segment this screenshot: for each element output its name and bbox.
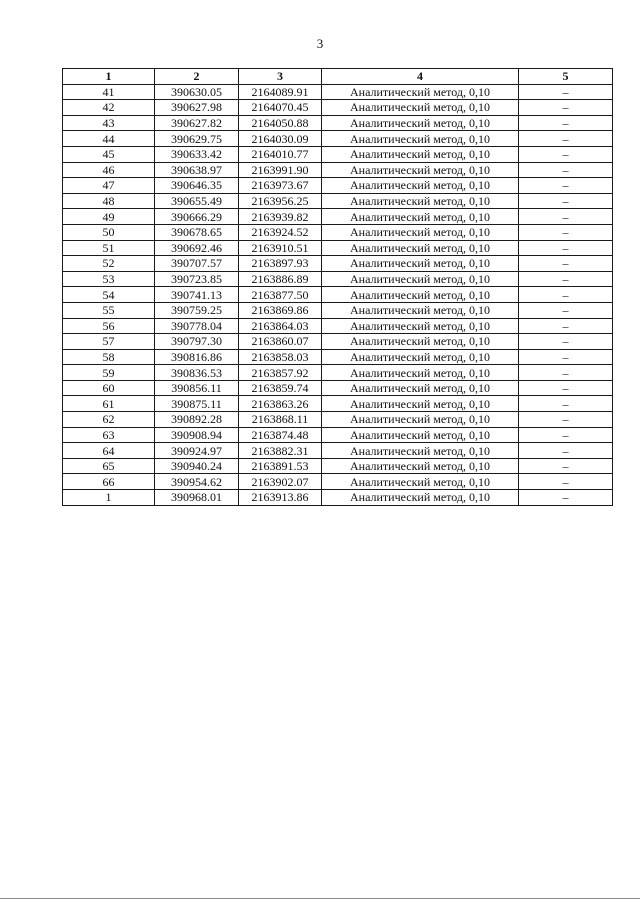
y-coordinate-cell: 2163864.03 bbox=[239, 318, 322, 334]
point-number-cell: 55 bbox=[63, 302, 155, 318]
x-coordinate-cell: 390638.97 bbox=[155, 162, 239, 178]
y-coordinate-cell: 2163874.48 bbox=[239, 427, 322, 443]
x-coordinate-cell: 390627.98 bbox=[155, 100, 239, 116]
y-coordinate-cell: 2164089.91 bbox=[239, 84, 322, 100]
table-row bbox=[63, 84, 613, 100]
point-number-cell: 65 bbox=[63, 458, 155, 474]
page-number: 3 bbox=[316, 36, 324, 51]
description-cell: – bbox=[519, 380, 613, 396]
x-coordinate-cell: 390924.97 bbox=[155, 443, 239, 459]
description-cell: – bbox=[519, 412, 613, 428]
point-number-cell: 53 bbox=[63, 271, 155, 287]
y-coordinate-cell: 2163877.50 bbox=[239, 287, 322, 303]
method-cell: Аналитический метод, 0,10 bbox=[322, 115, 519, 131]
method-cell: Аналитический метод, 0,10 bbox=[322, 271, 519, 287]
y-coordinate-cell: 2163939.82 bbox=[239, 209, 322, 225]
method-cell: Аналитический метод, 0,10 bbox=[322, 240, 519, 256]
y-coordinate-cell: 2163973.67 bbox=[239, 178, 322, 194]
table-row bbox=[63, 115, 613, 131]
table-row bbox=[63, 209, 613, 225]
table-row bbox=[63, 318, 613, 334]
description-cell: – bbox=[519, 84, 613, 100]
column-header-y-coordinate: 3 bbox=[239, 69, 322, 85]
point-number-cell: 63 bbox=[63, 427, 155, 443]
table-row bbox=[63, 193, 613, 209]
method-cell: Аналитический метод, 0,10 bbox=[322, 302, 519, 318]
description-cell: – bbox=[519, 474, 613, 490]
point-number-cell: 54 bbox=[63, 287, 155, 303]
description-cell: – bbox=[519, 178, 613, 194]
y-coordinate-cell: 2163859.74 bbox=[239, 380, 322, 396]
table-row bbox=[63, 365, 613, 381]
description-cell: – bbox=[519, 146, 613, 162]
x-coordinate-cell: 390778.04 bbox=[155, 318, 239, 334]
description-cell: – bbox=[519, 287, 613, 303]
description-cell: – bbox=[519, 365, 613, 381]
method-cell: Аналитический метод, 0,10 bbox=[322, 131, 519, 147]
column-header-description: 5 bbox=[519, 69, 613, 85]
table-row bbox=[63, 240, 613, 256]
description-cell: – bbox=[519, 396, 613, 412]
point-number-cell: 56 bbox=[63, 318, 155, 334]
point-number-cell: 57 bbox=[63, 334, 155, 350]
description-cell: – bbox=[519, 334, 613, 350]
point-number-cell: 51 bbox=[63, 240, 155, 256]
point-number-cell: 52 bbox=[63, 256, 155, 272]
x-coordinate-cell: 390666.29 bbox=[155, 209, 239, 225]
description-cell: – bbox=[519, 318, 613, 334]
description-cell: – bbox=[519, 162, 613, 178]
description-cell: – bbox=[519, 427, 613, 443]
table-row bbox=[63, 162, 613, 178]
point-number-cell: 49 bbox=[63, 209, 155, 225]
x-coordinate-cell: 390692.46 bbox=[155, 240, 239, 256]
method-cell: Аналитический метод, 0,10 bbox=[322, 84, 519, 100]
x-coordinate-cell: 390629.75 bbox=[155, 131, 239, 147]
coordinates-table bbox=[62, 68, 613, 506]
column-header-x-coordinate: 2 bbox=[155, 69, 239, 85]
y-coordinate-cell: 2163863.26 bbox=[239, 396, 322, 412]
x-coordinate-cell: 390759.25 bbox=[155, 302, 239, 318]
x-coordinate-cell: 390655.49 bbox=[155, 193, 239, 209]
description-cell: – bbox=[519, 131, 613, 147]
y-coordinate-cell: 2163897.93 bbox=[239, 256, 322, 272]
method-cell: Аналитический метод, 0,10 bbox=[322, 256, 519, 272]
y-coordinate-cell: 2163913.86 bbox=[239, 490, 322, 506]
description-cell: – bbox=[519, 349, 613, 365]
method-cell: Аналитический метод, 0,10 bbox=[322, 427, 519, 443]
point-number-cell: 44 bbox=[63, 131, 155, 147]
point-number-cell: 50 bbox=[63, 224, 155, 240]
table-row bbox=[63, 334, 613, 350]
table-row bbox=[63, 178, 613, 194]
point-number-cell: 41 bbox=[63, 84, 155, 100]
point-number-cell: 47 bbox=[63, 178, 155, 194]
point-number-cell: 48 bbox=[63, 193, 155, 209]
column-header-method: 4 bbox=[322, 69, 519, 85]
method-cell: Аналитический метод, 0,10 bbox=[322, 396, 519, 412]
point-number-cell: 64 bbox=[63, 443, 155, 459]
method-cell: Аналитический метод, 0,10 bbox=[322, 287, 519, 303]
table-row bbox=[63, 349, 613, 365]
method-cell: Аналитический метод, 0,10 bbox=[322, 334, 519, 350]
description-cell: – bbox=[519, 209, 613, 225]
x-coordinate-cell: 390797.30 bbox=[155, 334, 239, 350]
method-cell: Аналитический метод, 0,10 bbox=[322, 209, 519, 225]
y-coordinate-cell: 2163910.51 bbox=[239, 240, 322, 256]
x-coordinate-cell: 390646.35 bbox=[155, 178, 239, 194]
table-row bbox=[63, 271, 613, 287]
description-cell: – bbox=[519, 458, 613, 474]
x-coordinate-cell: 390630.05 bbox=[155, 84, 239, 100]
y-coordinate-cell: 2163882.31 bbox=[239, 443, 322, 459]
y-coordinate-cell: 2163891.53 bbox=[239, 458, 322, 474]
method-cell: Аналитический метод, 0,10 bbox=[322, 146, 519, 162]
method-cell: Аналитический метод, 0,10 bbox=[322, 162, 519, 178]
y-coordinate-cell: 2163902.07 bbox=[239, 474, 322, 490]
table-header bbox=[63, 69, 613, 85]
y-coordinate-cell: 2163868.11 bbox=[239, 412, 322, 428]
y-coordinate-cell: 2164010.77 bbox=[239, 146, 322, 162]
x-coordinate-cell: 390707.57 bbox=[155, 256, 239, 272]
method-cell: Аналитический метод, 0,10 bbox=[322, 412, 519, 428]
x-coordinate-cell: 390723.85 bbox=[155, 271, 239, 287]
description-cell: – bbox=[519, 115, 613, 131]
y-coordinate-cell: 2164050.88 bbox=[239, 115, 322, 131]
x-coordinate-cell: 390940.24 bbox=[155, 458, 239, 474]
description-cell: – bbox=[519, 100, 613, 116]
x-coordinate-cell: 390678.65 bbox=[155, 224, 239, 240]
table-body bbox=[63, 84, 613, 505]
method-cell: Аналитический метод, 0,10 bbox=[322, 100, 519, 116]
y-coordinate-cell: 2163886.89 bbox=[239, 271, 322, 287]
y-coordinate-cell: 2163860.07 bbox=[239, 334, 322, 350]
method-cell: Аналитический метод, 0,10 bbox=[322, 490, 519, 506]
y-coordinate-cell: 2163857.92 bbox=[239, 365, 322, 381]
x-coordinate-cell: 390892.28 bbox=[155, 412, 239, 428]
x-coordinate-cell: 390908.94 bbox=[155, 427, 239, 443]
table-row bbox=[63, 146, 613, 162]
description-cell: – bbox=[519, 302, 613, 318]
point-number-cell: 59 bbox=[63, 365, 155, 381]
x-coordinate-cell: 390954.62 bbox=[155, 474, 239, 490]
table-row bbox=[63, 287, 613, 303]
x-coordinate-cell: 390627.82 bbox=[155, 115, 239, 131]
table-row bbox=[63, 100, 613, 116]
x-coordinate-cell: 390856.11 bbox=[155, 380, 239, 396]
y-coordinate-cell: 2163991.90 bbox=[239, 162, 322, 178]
description-cell: – bbox=[519, 490, 613, 506]
point-number-cell: 60 bbox=[63, 380, 155, 396]
x-coordinate-cell: 390816.86 bbox=[155, 349, 239, 365]
point-number-cell: 46 bbox=[63, 162, 155, 178]
description-cell: – bbox=[519, 224, 613, 240]
table-row bbox=[63, 380, 613, 396]
point-number-cell: 58 bbox=[63, 349, 155, 365]
table-row bbox=[63, 458, 613, 474]
method-cell: Аналитический метод, 0,10 bbox=[322, 178, 519, 194]
x-coordinate-cell: 390968.01 bbox=[155, 490, 239, 506]
method-cell: Аналитический метод, 0,10 bbox=[322, 474, 519, 490]
description-cell: – bbox=[519, 240, 613, 256]
x-coordinate-cell: 390741.13 bbox=[155, 287, 239, 303]
table-row bbox=[63, 412, 613, 428]
point-number-cell: 66 bbox=[63, 474, 155, 490]
description-cell: – bbox=[519, 193, 613, 209]
method-cell: Аналитический метод, 0,10 bbox=[322, 318, 519, 334]
point-number-cell: 61 bbox=[63, 396, 155, 412]
method-cell: Аналитический метод, 0,10 bbox=[322, 443, 519, 459]
method-cell: Аналитический метод, 0,10 bbox=[322, 224, 519, 240]
description-cell: – bbox=[519, 443, 613, 459]
method-cell: Аналитический метод, 0,10 bbox=[322, 380, 519, 396]
header-row bbox=[63, 69, 613, 85]
y-coordinate-cell: 2163869.86 bbox=[239, 302, 322, 318]
x-coordinate-cell: 390633.42 bbox=[155, 146, 239, 162]
table-row bbox=[63, 224, 613, 240]
method-cell: Аналитический метод, 0,10 bbox=[322, 365, 519, 381]
method-cell: Аналитический метод, 0,10 bbox=[322, 349, 519, 365]
point-number-cell: 62 bbox=[63, 412, 155, 428]
page-bottom-edge bbox=[0, 898, 640, 899]
description-cell: – bbox=[519, 256, 613, 272]
column-header-point-number: 1 bbox=[63, 69, 155, 85]
method-cell: Аналитический метод, 0,10 bbox=[322, 458, 519, 474]
y-coordinate-cell: 2164070.45 bbox=[239, 100, 322, 116]
table-row bbox=[63, 256, 613, 272]
method-cell: Аналитический метод, 0,10 bbox=[322, 193, 519, 209]
point-number-cell: 45 bbox=[63, 146, 155, 162]
point-number-cell: 1 bbox=[63, 490, 155, 506]
table-row bbox=[63, 427, 613, 443]
y-coordinate-cell: 2164030.09 bbox=[239, 131, 322, 147]
table-row bbox=[63, 490, 613, 506]
point-number-cell: 42 bbox=[63, 100, 155, 116]
table-row bbox=[63, 131, 613, 147]
table-row bbox=[63, 443, 613, 459]
x-coordinate-cell: 390836.53 bbox=[155, 365, 239, 381]
table-row bbox=[63, 474, 613, 490]
y-coordinate-cell: 2163956.25 bbox=[239, 193, 322, 209]
description-cell: – bbox=[519, 271, 613, 287]
y-coordinate-cell: 2163924.52 bbox=[239, 224, 322, 240]
table-row bbox=[63, 302, 613, 318]
table-row bbox=[63, 396, 613, 412]
point-number-cell: 43 bbox=[63, 115, 155, 131]
x-coordinate-cell: 390875.11 bbox=[155, 396, 239, 412]
y-coordinate-cell: 2163858.03 bbox=[239, 349, 322, 365]
